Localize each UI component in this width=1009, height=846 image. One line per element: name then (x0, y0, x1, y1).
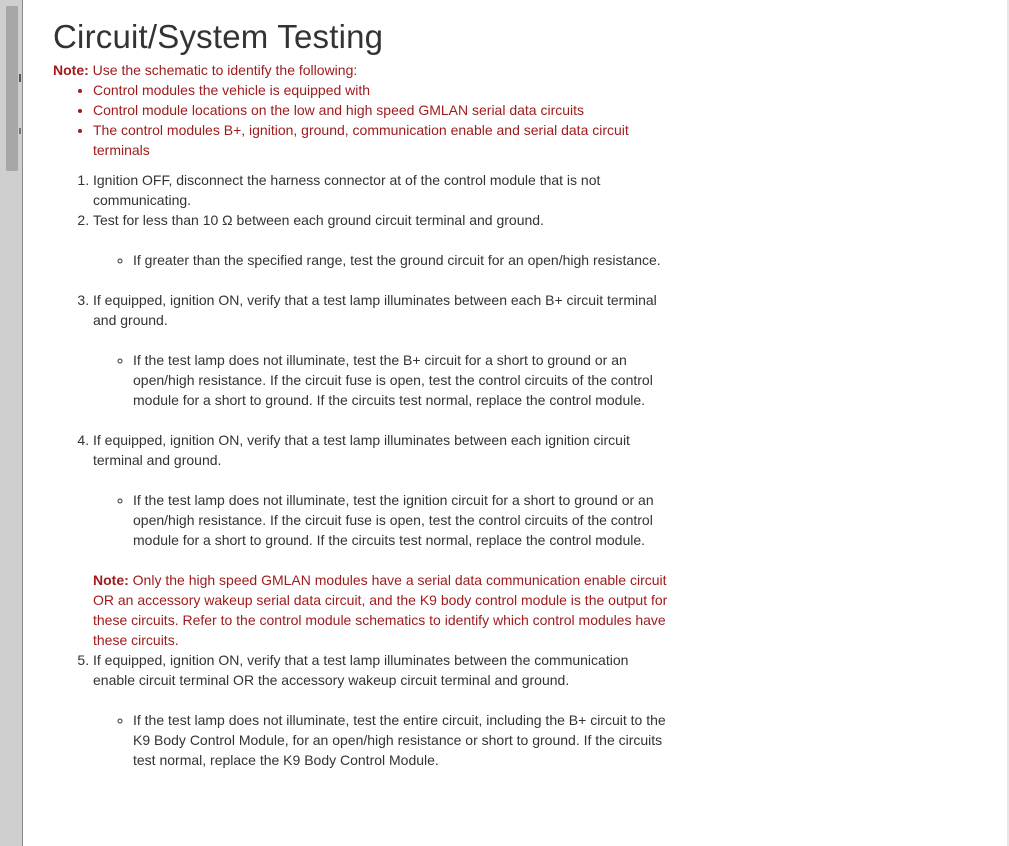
test-steps-list (53, 170, 673, 550)
test-step (93, 650, 673, 770)
page-title: Circuit/System Testing (53, 18, 384, 55)
note-bullet-list (53, 80, 673, 160)
rail-marker (19, 128, 21, 134)
note-bullet: • Control module locations on the low and high speed GMLAN serial data circuits (93, 100, 673, 120)
step-sublist (93, 350, 673, 410)
note-schematic (53, 60, 673, 80)
test-steps-list-continued (53, 650, 673, 770)
step-subitem: ◦ If the test lamp does not illuminate, test the B+ circuit for a short to ground or an open/high resistance. If the circuit fuse is open, test the control circuits of the control module for a short to ground. If the circuits test normal, replace the control module. (133, 350, 673, 410)
test-step (93, 430, 673, 550)
note-bullet: • The control modules B+, ignition, ground, communication enable and serial data circuit terminals (93, 120, 673, 160)
test-step (93, 170, 673, 210)
document-content (53, 14, 673, 790)
step-text: Test for less than 10 Ω between each ground circuit terminal and ground. (93, 212, 544, 228)
note-label: Note: (93, 572, 129, 588)
step-sublist (93, 250, 673, 270)
step-sublist (93, 490, 673, 550)
note-bullet: • Control modules the vehicle is equipped with (93, 80, 673, 100)
step-text: If equipped, ignition ON, verify that a test lamp illuminates between each ignition circuit terminal and ground. (93, 432, 630, 468)
note-label: Note: (53, 62, 89, 78)
step-text: If equipped, ignition ON, verify that a test lamp illuminates between each B+ circuit terminal and ground. (93, 292, 657, 328)
step-text: Ignition OFF, disconnect the harness connector at of the control module that is not communicating. (93, 172, 601, 208)
step-subitem: ◦ If greater than the specified range, test the ground circuit for an open/high resistance. (133, 250, 673, 270)
step-sublist (93, 710, 673, 770)
note-gmlan (93, 570, 673, 650)
step-text: If equipped, ignition ON, verify that a test lamp illuminates between the communication enable circuit terminal OR the accessory wakeup circuit terminal and ground. (93, 652, 629, 688)
rail-marker (19, 74, 21, 82)
step-subitem: ◦ If the test lamp does not illuminate, test the ignition circuit for a short to ground or an open/high resistance. If the circuit fuse is open, test the control circuits of the control module for a short to ground. If the circuits test normal, replace the control module. (133, 490, 673, 550)
note-text: Use the schematic to identify the following: (92, 62, 358, 78)
test-step (93, 290, 673, 410)
test-step (93, 210, 673, 270)
note-text: Only the high speed GMLAN modules have a serial data communication enable circuit OR an accessory wakeup serial data circuit, and the K9 body control module is the output for these circuits. Refer to the control module schematics to identify which control modules have these circuits. (93, 572, 668, 648)
viewer-left-rail (0, 0, 23, 846)
step-subitem: ◦ If the test lamp does not illuminate, test the entire circuit, including the B+ circuit to the K9 Body Control Module, for an open/high resistance or short to ground. If the circuits test normal, replace the K9 Body Control Module. (133, 710, 673, 770)
scrollbar-thumb[interactable] (6, 6, 18, 171)
